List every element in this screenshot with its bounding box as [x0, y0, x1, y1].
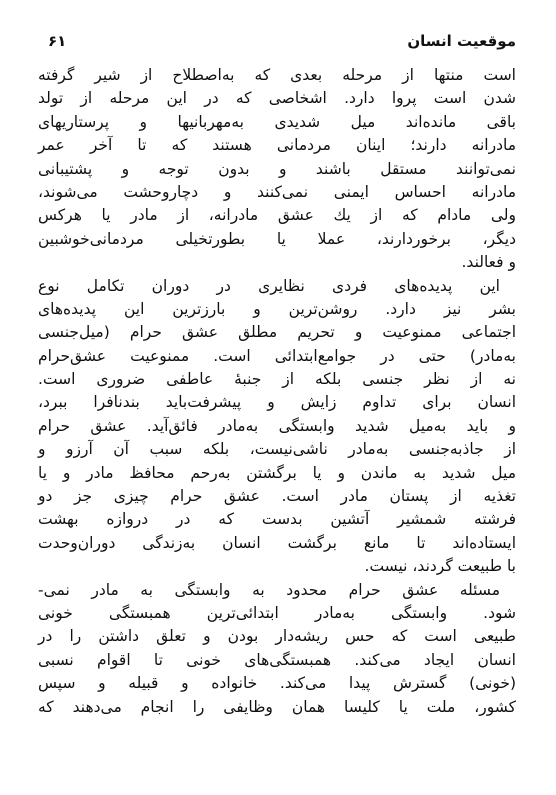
text-line: باقی مانده‌اند میل شدیدی به‌مهربانیها و پرستاریهای [38, 112, 516, 131]
text-line: ولی مادام که از یك عشق مادرانه، از مادر یا هرکس [38, 206, 516, 225]
running-head [48, 28, 516, 54]
text-line: از جاذبه‌جنسی به‌مادر ناشی‌نیست، بلکه سبب آن آرزو و [38, 440, 516, 459]
text-line: و باید به‌میل شدید وابستگی به‌مادر فائق‌آید. عشق حرام [38, 416, 516, 435]
text-line: شود. وابستگی به‌مادر ابتدائی‌ترین همبستگی خونی [38, 603, 516, 622]
text-line: است منتها از مرحله بعدی که به‌اصطلاح از شیر گرفته [38, 66, 516, 84]
text-line: به‌مادر) حتی در جوامع‌ابتدائی است. ممنوعیت عشق‌حرام [38, 346, 516, 365]
page-number: ۶۱ [48, 32, 67, 50]
text-line: طبیعی است که حس ریشه‌دار بودن و تعلق داشتن را در [38, 627, 516, 646]
text-line: شدن است پروا دارد. اشخاصی که در این مرحله از تولد [38, 89, 516, 108]
text-line: این پدیده‌های فردی نظایری در دوران تکامل نوع [38, 276, 500, 295]
text-line: بشر نیز دارد. روشن‌ترین و بارزترین این پدیده‌های [38, 299, 516, 318]
text-line: تغذیه از پستان مادر است. عشق حرام چیزی جز دو [38, 487, 516, 506]
text-line: و فعالند. [461, 253, 516, 272]
text-line: فرشته شمشیر آتشین بدست که در دروازه بهشت [38, 510, 516, 529]
body-text [38, 64, 516, 719]
text-line: انسان برای تداوم زایش و پیشرفت‌باید بندنافرا ببرد، [38, 393, 516, 412]
text-line: دیگر، برخوردارند، عملا یا بطورتخیلی مردمانی‌خوشبین [38, 229, 516, 248]
text-line: اجتماعی ممنوعیت و تحریم مطلق عشق حرام (میل‌جنسی [38, 323, 516, 342]
text-line: مسئله عشق حرام محدود به وابستگی به مادر نمی- [38, 580, 500, 599]
text-line: انسان ایجاد می‌کند. همبستگی‌های خونی تا اقوام نسبی [38, 650, 516, 669]
text-line: با طبیعت گردند، نیست. [364, 557, 516, 576]
text-line: نمی‌توانند مستقل باشند و بدون توجه و پشتیبانی [38, 159, 516, 178]
text-line: کشور، ملت یا کلیسا همان وظایفی را انجام می‌دهند که [38, 697, 516, 716]
text-line: مادرانه احساس ایمنی نمی‌کنند و دچاروحشت می‌شوند، [38, 182, 516, 201]
text-line: (خونی) گسترش پیدا می‌کند. خانواده و قبیله و سپس [38, 674, 516, 693]
running-title: موقعیت انسان [407, 32, 516, 50]
text-line: نه از نظر جنسی بلکه از جنبهٔ عاطفی ضروری است. [38, 370, 516, 389]
text-line: میل شدید به ماندن و یا برگشتن به‌رحم محافظ مادر و یا [38, 463, 516, 482]
text-line: مادرانه دارند؛ اینان مردمانی هستند که تا آخر عمر [38, 136, 516, 155]
text-line: ایستاده‌اند تا مانع برگشت انسان به‌زندگی دوران‌وحدت [38, 533, 516, 552]
